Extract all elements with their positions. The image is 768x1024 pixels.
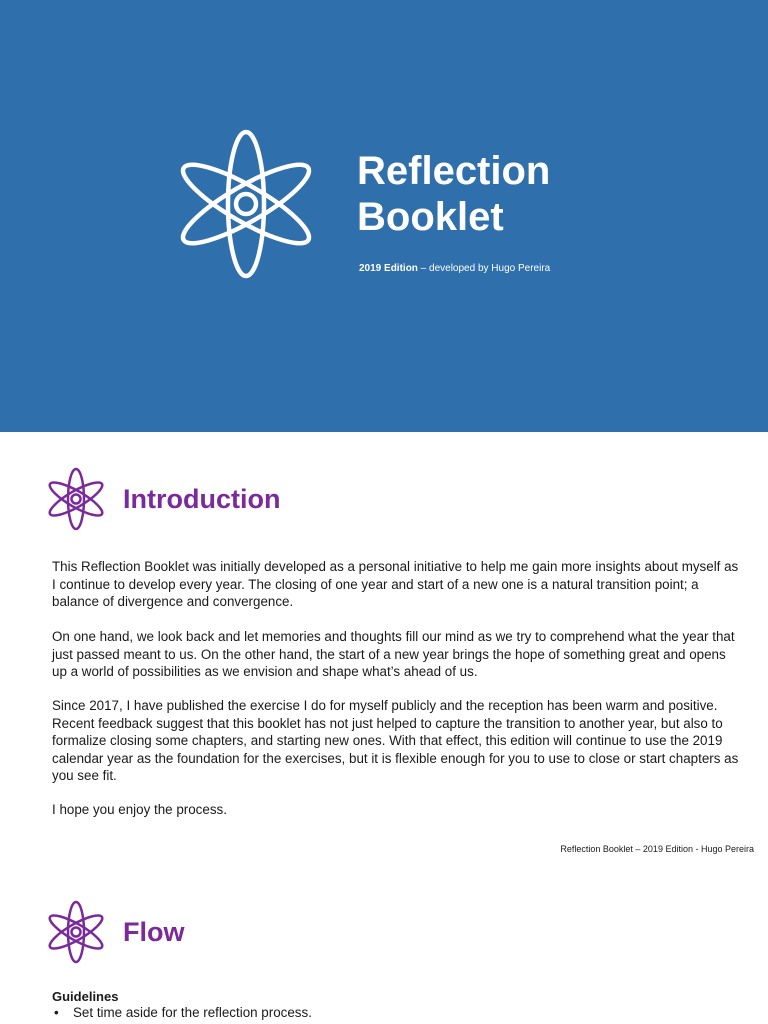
cover-title-line2: Booklet: [357, 195, 504, 239]
list-item: • Set time aside for the reflection process.: [52, 1004, 312, 1021]
guidelines-list: [52, 1004, 312, 1021]
cover-title: [357, 148, 550, 240]
introduction-heading: Introduction: [123, 484, 281, 514]
flow-heading: Flow: [123, 917, 185, 947]
intro-paragraph-3: Since 2017, I have published the exercise I do for myself publicly and the reception has been warm and positive. Recent feedback suggest that this booklet has not just helped to capture the transition to another year, but also to formalize closing some chapters, and starting new ones. With that effect, this edition will continue to use the 2019 calendar year as the foundation for the exercises, but it is flexible enough for you to use to close or start chapters as you see fit.: [52, 698, 739, 783]
intro-paragraph-4: I hope you enjoy the process.: [52, 802, 227, 817]
intro-paragraph-2: On one hand, we look back and let memories and thoughts fill our mind as we try to comprehend what the year that just passed meant to us. On the other hand, the start of a new year brings the hope of something great and opens up a world of possibilities as we envision and shape what’s ahead of us.: [52, 629, 735, 679]
page-footer: Reflection Booklet – 2019 Edition - Hugo Pereira: [560, 844, 754, 854]
atom-icon: [46, 466, 106, 532]
cover-title-line1: Reflection: [357, 149, 551, 193]
edition-label: 2019 Edition: [359, 263, 418, 274]
intro-paragraph-1: This Reflection Booklet was initially developed as a personal initiative to help me gain more insights about myself as I continue to develop every year. The closing of one year and start of a new one is a natural transition point; a balance of divergence and convergence.: [52, 559, 739, 609]
cover-subtitle: [359, 262, 550, 276]
byline: – developed by Hugo Pereira: [417, 263, 551, 274]
atom-icon: [176, 126, 316, 282]
atom-icon: [46, 899, 106, 965]
cover-banner: [0, 0, 768, 432]
guidelines-heading: Guidelines: [52, 989, 119, 1004]
